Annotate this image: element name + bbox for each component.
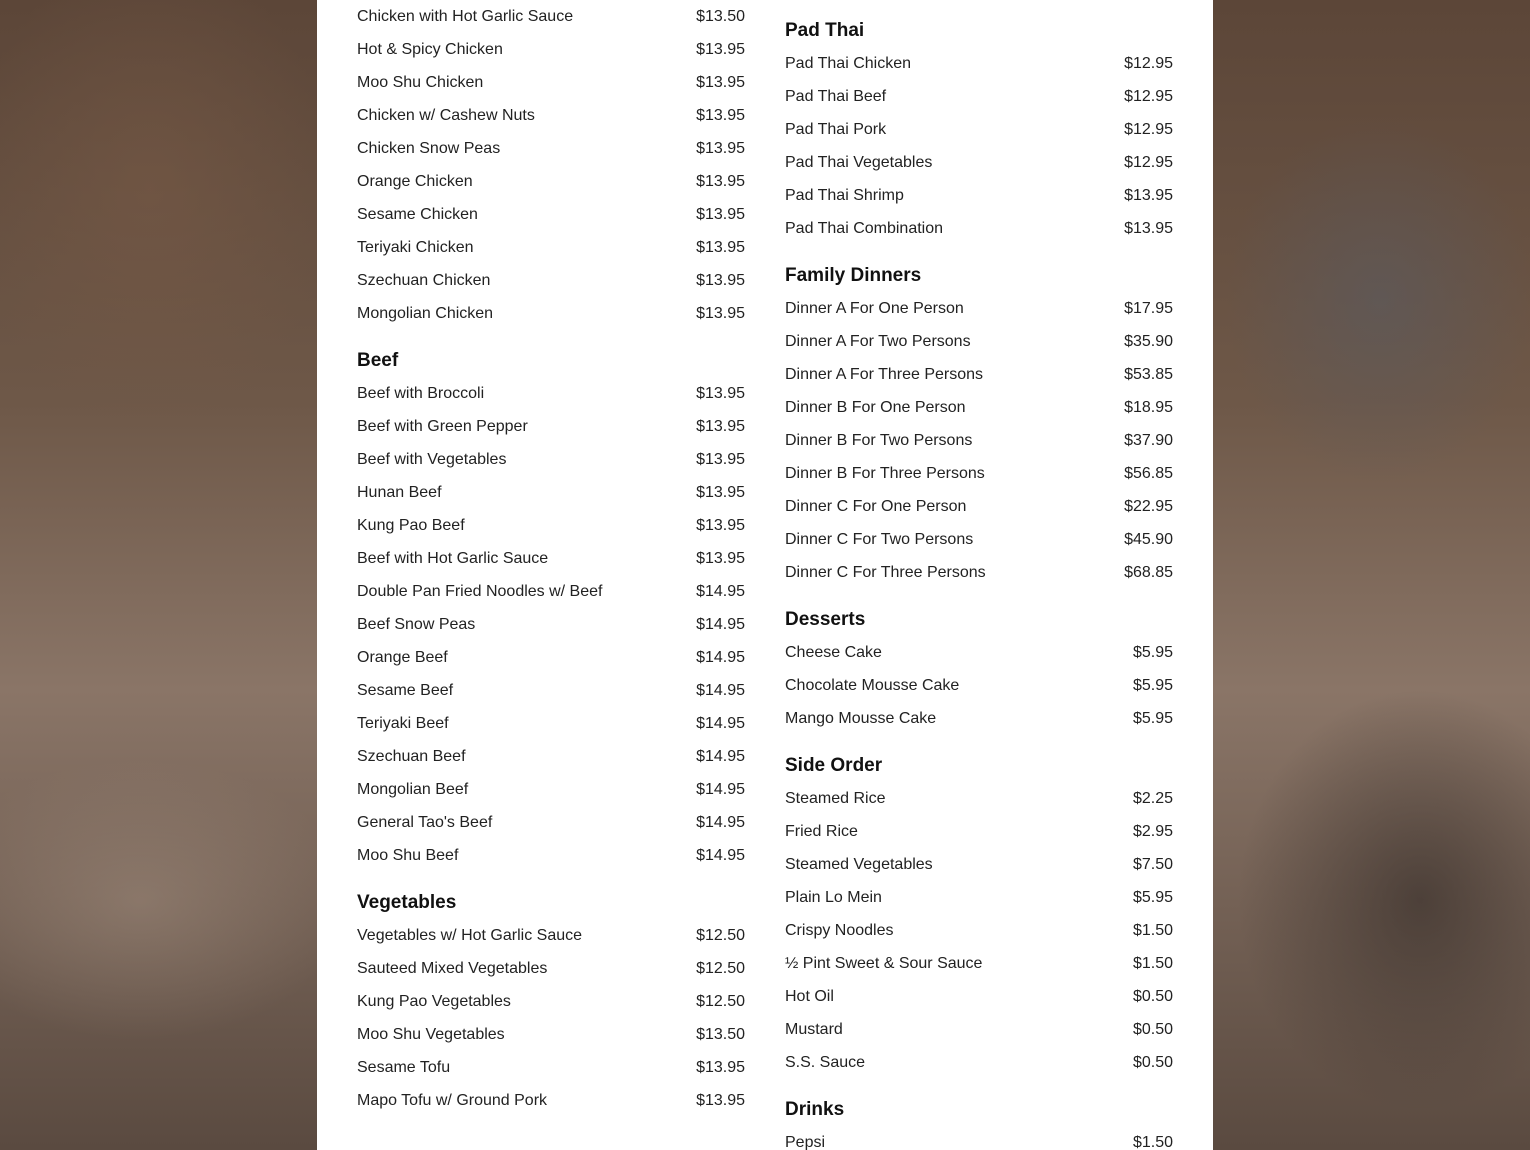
menu-item-name: Mongolian Chicken <box>357 304 494 322</box>
menu-item-price: $0.50 <box>1132 1020 1173 1038</box>
menu-item-row <box>785 1126 1173 1150</box>
menu-item-row <box>785 457 1173 490</box>
menu-item-price: $5.95 <box>1132 888 1173 906</box>
menu-item-name: Fried Rice <box>785 822 858 840</box>
menu-item-name: Beef with Vegetables <box>357 450 507 468</box>
menu-item-name: Pad Thai Combination <box>785 219 944 237</box>
menu-item-row <box>785 636 1173 669</box>
menu-item-price: $56.85 <box>1124 464 1173 482</box>
menu-item-row <box>357 297 745 330</box>
menu-item-price: $13.95 <box>696 73 745 91</box>
menu-item-name: Hot Oil <box>785 987 834 1005</box>
menu-item-price: $13.95 <box>1124 219 1173 237</box>
menu-item-row <box>357 0 745 33</box>
menu-item-name: General Tao's Beef <box>357 813 493 831</box>
section-title: Family Dinners <box>785 264 922 286</box>
menu-item-row <box>785 815 1173 848</box>
menu-item-name: Hot & Spicy Chicken <box>357 40 503 58</box>
menu-item-row <box>357 198 745 231</box>
menu-item-name: Chicken with Hot Garlic Sauce <box>357 7 574 25</box>
menu-item-name: Pad Thai Pork <box>785 120 887 138</box>
menu-item-name: Pepsi <box>785 1133 826 1150</box>
menu-item-price: $37.90 <box>1124 431 1173 449</box>
section-title: Drinks <box>785 1098 845 1120</box>
menu-item-name: Vegetables w/ Hot Garlic Sauce <box>357 926 583 944</box>
menu-item-name: Moo Shu Chicken <box>357 73 484 91</box>
menu-item-name: Dinner A For Three Persons <box>785 365 984 383</box>
menu-item-price: $14.95 <box>696 582 745 600</box>
menu-item-row <box>785 669 1173 702</box>
menu-item-name: Dinner A For Two Persons <box>785 332 971 350</box>
menu-item-name: Teriyaki Chicken <box>357 238 474 256</box>
menu-item-price: $14.95 <box>696 813 745 831</box>
menu-item-row <box>785 292 1173 325</box>
menu-item-row <box>357 132 745 165</box>
menu-item-price: $13.95 <box>696 106 745 124</box>
menu-item-row <box>785 1013 1173 1046</box>
menu-item-row <box>785 702 1173 735</box>
menu-item-name: Pad Thai Shrimp <box>785 186 904 204</box>
menu-item-price: $12.50 <box>696 926 745 944</box>
section-title: Pad Thai <box>785 19 865 41</box>
menu-item-name: Orange Beef <box>357 648 448 666</box>
menu-item-row <box>357 476 745 509</box>
menu-item-price: $12.95 <box>1124 153 1173 171</box>
menu-item-name: Mapo Tofu w/ Ground Pork <box>357 1091 548 1109</box>
menu-item-price: $14.95 <box>696 681 745 699</box>
menu-item-row <box>357 1018 745 1051</box>
menu-item-name: Chicken w/ Cashew Nuts <box>357 106 535 124</box>
menu-item-row <box>785 358 1173 391</box>
menu-item-name: Pad Thai Beef <box>785 87 887 105</box>
menu-panel <box>317 0 1213 1150</box>
menu-item-row <box>785 391 1173 424</box>
menu-item-price: $1.50 <box>1132 921 1173 939</box>
menu-item-row <box>357 641 745 674</box>
menu-item-price: $53.85 <box>1124 365 1173 383</box>
menu-item-price: $14.95 <box>696 714 745 732</box>
menu-section-desserts <box>785 589 1173 735</box>
menu-item-name: S.S. Sauce <box>785 1053 866 1071</box>
menu-item-row <box>357 707 745 740</box>
menu-section-family-dinners <box>785 245 1173 589</box>
menu-section-beef <box>357 330 745 872</box>
menu-item-name: Beef Snow Peas <box>357 615 476 633</box>
menu-item-row <box>785 881 1173 914</box>
menu-item-row <box>785 490 1173 523</box>
menu-item-row <box>785 980 1173 1013</box>
menu-item-price: $68.85 <box>1124 563 1173 581</box>
menu-item-price: $13.95 <box>696 1058 745 1076</box>
menu-item-price: $1.50 <box>1132 954 1173 972</box>
menu-item-row <box>785 424 1173 457</box>
menu-item-row <box>357 377 745 410</box>
menu-section-untitled <box>357 0 745 330</box>
menu-item-price: $13.95 <box>696 304 745 322</box>
menu-item-price: $13.95 <box>696 139 745 157</box>
menu-item-name: Szechuan Chicken <box>357 271 491 289</box>
menu-item-name: Crispy Noodles <box>785 921 894 939</box>
menu-item-name: Dinner C For Three Persons <box>785 563 986 581</box>
menu-item-row <box>357 1051 745 1084</box>
menu-item-name: Mango Mousse Cake <box>785 709 937 727</box>
menu-item-price: $14.95 <box>696 615 745 633</box>
menu-item-price: $13.95 <box>696 549 745 567</box>
menu-section-side-order <box>785 735 1173 1079</box>
menu-item-name: Dinner B For Three Persons <box>785 464 985 482</box>
menu-item-price: $14.95 <box>696 648 745 666</box>
menu-item-row <box>357 66 745 99</box>
menu-item-row <box>785 556 1173 589</box>
menu-item-price: $17.95 <box>1124 299 1173 317</box>
menu-item-price: $13.95 <box>696 172 745 190</box>
menu-item-row <box>785 947 1173 980</box>
menu-item-row <box>357 1084 745 1117</box>
menu-item-row <box>785 523 1173 556</box>
menu-item-price: $14.95 <box>696 747 745 765</box>
menu-item-row <box>785 47 1173 80</box>
menu-item-price: $5.95 <box>1132 643 1173 661</box>
menu-item-name: Sesame Chicken <box>357 205 478 223</box>
menu-item-name: Dinner B For One Person <box>785 398 966 416</box>
menu-item-name: Beef with Hot Garlic Sauce <box>357 549 549 567</box>
menu-item-name: Sesame Tofu <box>357 1058 451 1076</box>
menu-item-name: Steamed Rice <box>785 789 886 807</box>
menu-item-row <box>357 509 745 542</box>
menu-item-name: Kung Pao Beef <box>357 516 465 534</box>
menu-item-row <box>357 806 745 839</box>
menu-item-row <box>357 608 745 641</box>
menu-item-price: $0.50 <box>1132 987 1173 1005</box>
menu-item-row <box>357 919 745 952</box>
menu-item-price: $2.95 <box>1132 822 1173 840</box>
menu-item-price: $13.95 <box>696 271 745 289</box>
menu-item-name: Cheese Cake <box>785 643 882 661</box>
menu-item-price: $13.95 <box>696 1091 745 1109</box>
menu-item-row <box>785 146 1173 179</box>
menu-item-price: $5.95 <box>1132 676 1173 694</box>
menu-item-name: Pad Thai Vegetables <box>785 153 933 171</box>
menu-item-name: Hunan Beef <box>357 483 442 501</box>
menu-item-price: $12.95 <box>1124 54 1173 72</box>
menu-item-row <box>785 113 1173 146</box>
section-title: Desserts <box>785 608 866 630</box>
menu-item-name: Mustard <box>785 1020 843 1038</box>
menu-item-name: Beef with Broccoli <box>357 384 485 402</box>
menu-item-row <box>785 1046 1173 1079</box>
menu-column-left <box>357 0 745 1117</box>
menu-item-row <box>785 80 1173 113</box>
menu-item-row <box>785 325 1173 358</box>
menu-item-row <box>357 410 745 443</box>
menu-item-price: $18.95 <box>1124 398 1173 416</box>
menu-item-name: Sesame Beef <box>357 681 454 699</box>
menu-item-row <box>357 165 745 198</box>
menu-item-name: Moo Shu Vegetables <box>357 1025 505 1043</box>
menu-item-row <box>357 740 745 773</box>
menu-item-row <box>785 914 1173 947</box>
menu-item-price: $14.95 <box>696 846 745 864</box>
menu-item-row <box>357 542 745 575</box>
menu-section-pad-thai <box>785 0 1173 245</box>
menu-item-price: $12.50 <box>696 959 745 977</box>
section-title: Beef <box>357 349 399 371</box>
menu-item-name: Dinner C For One Person <box>785 497 967 515</box>
menu-item-price: $1.50 <box>1132 1133 1173 1150</box>
menu-item-row <box>357 231 745 264</box>
menu-item-price: $5.95 <box>1132 709 1173 727</box>
menu-item-name: Double Pan Fried Noodles w/ Beef <box>357 582 603 600</box>
menu-item-row <box>357 99 745 132</box>
menu-item-row <box>785 179 1173 212</box>
menu-item-row <box>357 952 745 985</box>
menu-item-price: $13.50 <box>696 1025 745 1043</box>
menu-item-row <box>357 839 745 872</box>
menu-item-name: Dinner A For One Person <box>785 299 964 317</box>
menu-item-name: Kung Pao Vegetables <box>357 992 511 1010</box>
menu-item-row <box>357 33 745 66</box>
menu-item-price: $45.90 <box>1124 530 1173 548</box>
menu-item-name: Dinner B For Two Persons <box>785 431 973 449</box>
menu-item-price: $22.95 <box>1124 497 1173 515</box>
menu-item-name: Mongolian Beef <box>357 780 469 798</box>
menu-section-vegetables <box>357 872 745 1117</box>
menu-item-price: $14.95 <box>696 780 745 798</box>
menu-item-name: Orange Chicken <box>357 172 473 190</box>
menu-item-price: $13.95 <box>696 384 745 402</box>
menu-item-price: $13.95 <box>696 417 745 435</box>
menu-item-price: $13.50 <box>696 7 745 25</box>
menu-item-row <box>357 443 745 476</box>
menu-item-row <box>785 212 1173 245</box>
menu-item-row <box>785 848 1173 881</box>
menu-item-name: Sauteed Mixed Vegetables <box>357 959 548 977</box>
menu-item-name: Chicken Snow Peas <box>357 139 501 157</box>
menu-item-price: $13.95 <box>696 450 745 468</box>
menu-item-price: $2.25 <box>1132 789 1173 807</box>
menu-item-price: $7.50 <box>1132 855 1173 873</box>
menu-item-price: $13.95 <box>1124 186 1173 204</box>
menu-item-row <box>357 264 745 297</box>
menu-item-price: $13.95 <box>696 483 745 501</box>
menu-item-price: $12.95 <box>1124 87 1173 105</box>
menu-item-price: $35.90 <box>1124 332 1173 350</box>
menu-item-name: Plain Lo Mein <box>785 888 882 906</box>
menu-item-price: $0.50 <box>1132 1053 1173 1071</box>
menu-item-name: Szechuan Beef <box>357 747 466 765</box>
menu-item-name: Pad Thai Chicken <box>785 54 911 72</box>
section-title: Vegetables <box>357 891 457 913</box>
menu-item-price: $13.95 <box>696 516 745 534</box>
menu-item-name: ½ Pint Sweet & Sour Sauce <box>785 954 983 972</box>
menu-item-row <box>357 575 745 608</box>
menu-item-price: $13.95 <box>696 238 745 256</box>
menu-item-name: Teriyaki Beef <box>357 714 449 732</box>
menu-item-price: $13.95 <box>696 205 745 223</box>
menu-column-right <box>785 0 1173 1150</box>
menu-section-drinks <box>785 1079 1173 1150</box>
menu-item-price: $12.95 <box>1124 120 1173 138</box>
menu-item-name: Moo Shu Beef <box>357 846 459 864</box>
menu-item-name: Steamed Vegetables <box>785 855 933 873</box>
menu-item-row <box>785 782 1173 815</box>
section-title: Side Order <box>785 754 883 776</box>
menu-item-row <box>357 674 745 707</box>
menu-item-row <box>357 773 745 806</box>
menu-item-name: Chocolate Mousse Cake <box>785 676 960 694</box>
menu-item-name: Beef with Green Pepper <box>357 417 528 435</box>
menu-item-price: $12.50 <box>696 992 745 1010</box>
menu-item-name: Dinner C For Two Persons <box>785 530 974 548</box>
menu-item-price: $13.95 <box>696 40 745 58</box>
menu-item-row <box>357 985 745 1018</box>
